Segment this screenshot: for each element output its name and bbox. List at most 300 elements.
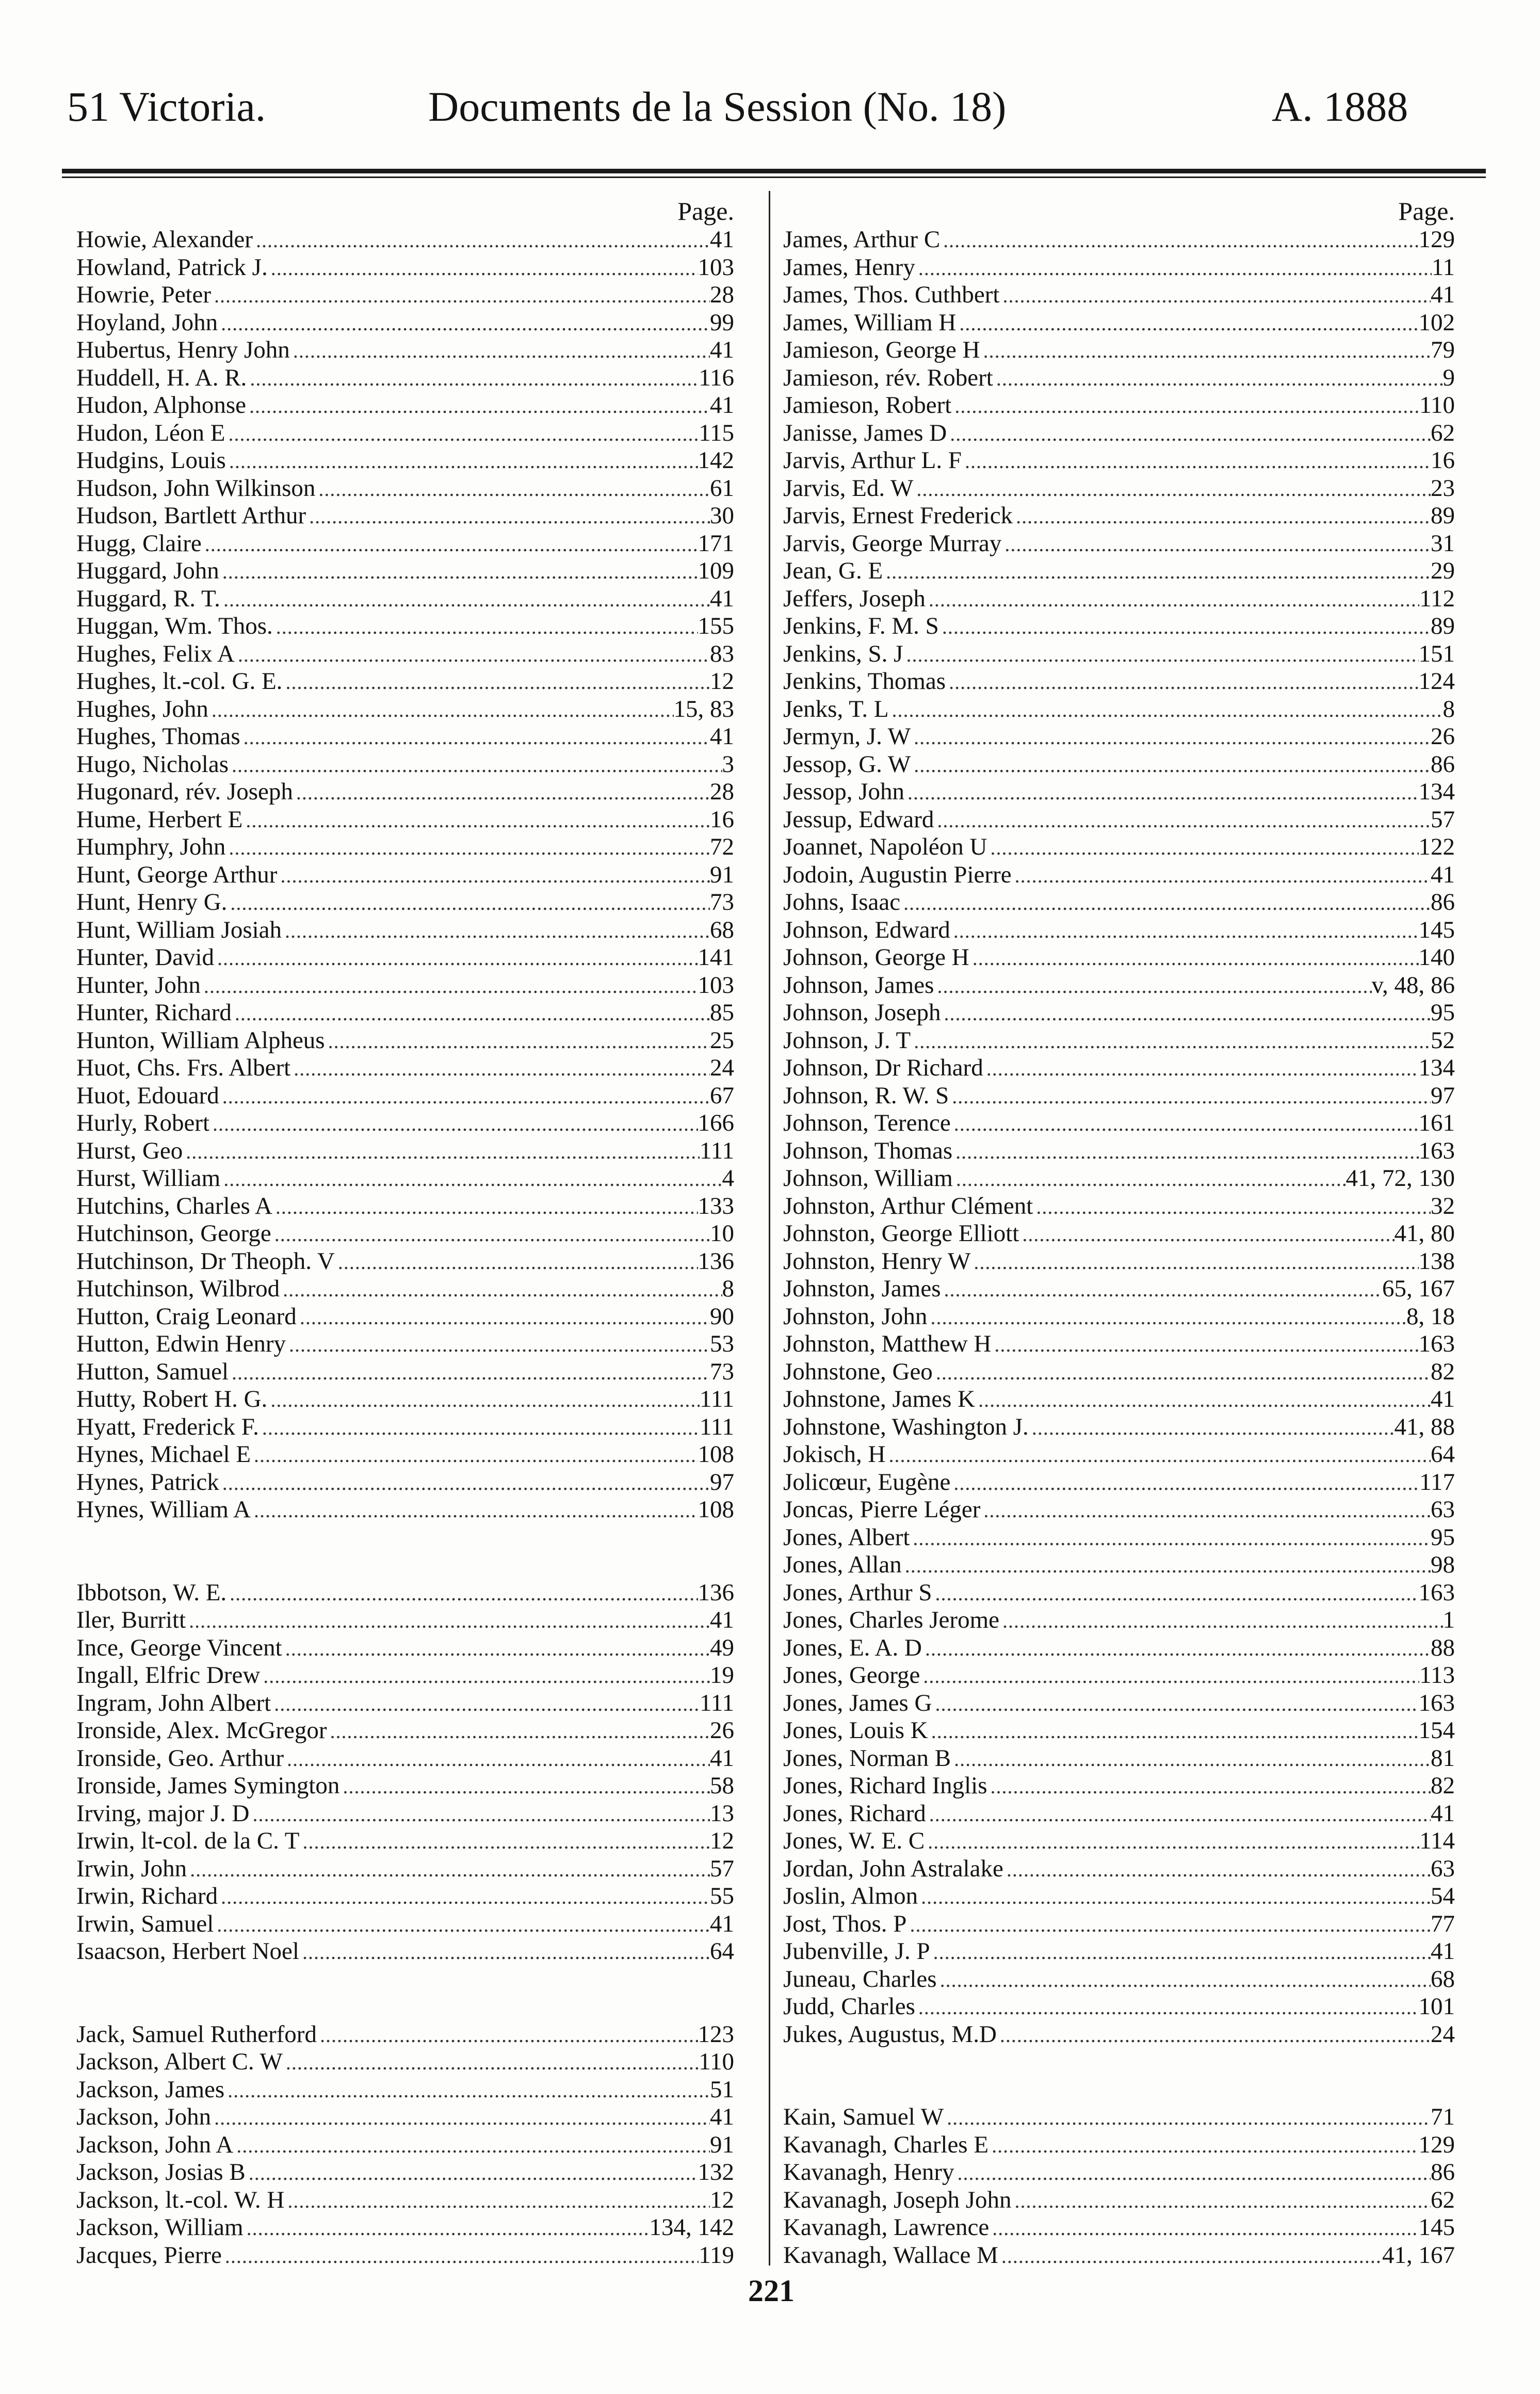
index-entry (76, 364, 734, 392)
entry-page: 155 (698, 613, 734, 639)
dot-leader (290, 337, 710, 365)
entry-page: 24 (710, 1054, 734, 1081)
entry-name: Huggard, R. T. (76, 585, 220, 612)
index-entry (76, 917, 734, 944)
index-entry (783, 1165, 1455, 1193)
dot-leader (282, 1635, 710, 1663)
index-entry (783, 999, 1455, 1027)
index-entry (783, 2242, 1455, 2270)
index-entry (783, 1910, 1455, 1938)
index-entry (76, 2103, 734, 2131)
dot-leader (951, 1110, 1419, 1138)
entry-page: 136 (698, 1247, 734, 1275)
entry-page: 140 (1418, 944, 1455, 971)
entry-name: Jackson, James (76, 2076, 225, 2103)
dot-leader (297, 1304, 710, 1331)
entry-page: 82 (1431, 1772, 1455, 1799)
dot-leader (293, 779, 710, 807)
page-header (0, 83, 1540, 139)
entry-page: 1 (1442, 1606, 1455, 1633)
entry-page: 97 (1431, 1082, 1455, 1109)
index-entry (76, 1413, 734, 1441)
index-entry (76, 309, 734, 337)
dot-leader (339, 1773, 710, 1801)
entry-page: 41 (710, 392, 734, 419)
index-entry (76, 1082, 734, 1110)
index-entry (783, 1690, 1455, 1717)
entry-page: 12 (710, 2186, 734, 2213)
index-entry (76, 557, 734, 585)
dot-leader (327, 1717, 710, 1745)
index-entry (76, 1386, 734, 1413)
entry-page: 68 (710, 916, 734, 943)
dot-leader (284, 2187, 710, 2215)
dot-leader (980, 337, 1431, 365)
entry-name: Joncas, Pierre Léger (783, 1496, 981, 1523)
index-entry (783, 1137, 1455, 1165)
index-entry (76, 1745, 734, 1773)
entry-name: Jones, W. E. C (783, 1827, 925, 1854)
entry-name: Johnson, Edward (783, 916, 950, 943)
dot-leader (1012, 2187, 1431, 2215)
entry-page: 61 (710, 474, 734, 502)
dot-leader (335, 1248, 698, 1276)
entry-name: Hudon, Léon E (76, 419, 225, 446)
dot-leader (926, 1801, 1431, 1828)
index-entry (783, 668, 1455, 696)
index-entry (783, 972, 1455, 1000)
index-entry (783, 1386, 1455, 1413)
index-entry (76, 392, 734, 420)
index-entry (783, 1469, 1455, 1497)
index-entry (76, 1496, 734, 1524)
entry-name: Jenkins, F. M. S (783, 613, 939, 639)
entry-page: 111 (699, 1137, 734, 1164)
entry-page: 73 (710, 1358, 734, 1385)
entry-page: 28 (710, 281, 734, 308)
entry-page: 8, 18 (1406, 1303, 1455, 1330)
index-entry (783, 336, 1455, 364)
entry-name: Jackson, William (76, 2214, 244, 2241)
entry-page: 138 (1418, 1247, 1455, 1275)
index-entry (76, 226, 734, 254)
dot-leader (951, 1745, 1431, 1773)
entry-name: Howland, Patrick J. (76, 253, 268, 281)
entry-page: 163 (1418, 1330, 1455, 1357)
index-entry (76, 1220, 734, 1248)
dot-leader (932, 1580, 1419, 1608)
entry-name: Judd, Charles (783, 1993, 915, 2020)
index-entry (783, 1358, 1455, 1386)
entry-name: Jubenville, J. P (783, 1938, 930, 1965)
entry-page: 134 (1418, 778, 1455, 805)
entry-page: 83 (710, 640, 734, 667)
entry-name: Jessop, G. W (783, 750, 911, 778)
entry-name: James, Thos. Cuthbert (783, 281, 1000, 308)
entry-name: Ibbotson, W. E. (76, 1579, 227, 1606)
index-entry (783, 1634, 1455, 1662)
dot-leader (218, 310, 710, 338)
index-entry (76, 1027, 734, 1055)
section-gap (76, 1524, 734, 1579)
entry-page: 124 (1418, 668, 1455, 695)
entry-page: 145 (1418, 916, 1455, 943)
entry-page: 16 (710, 806, 734, 833)
entry-name: Jones, Richard Inglis (783, 1772, 987, 1799)
dot-leader (941, 1000, 1431, 1027)
dot-leader (271, 1690, 700, 1718)
entry-name: Johnston, George Elliott (783, 1220, 1019, 1247)
entry-page: 115 (699, 419, 734, 446)
entry-name: Kavanagh, Henry (783, 2159, 954, 2186)
index-entry (783, 2103, 1455, 2131)
entry-name: Hughes, lt.-col. G. E. (76, 668, 283, 695)
entry-page: 52 (1431, 1026, 1455, 1054)
index-entry (783, 447, 1455, 475)
entry-name: Hunt, Henry G. (76, 889, 228, 915)
index-entry (76, 1910, 734, 1938)
entry-name: Hurst, William (76, 1165, 221, 1192)
index-entry (783, 1248, 1455, 1276)
entry-page: 108 (698, 1496, 734, 1523)
entry-name: Johnson, J. T (783, 1026, 911, 1054)
index-entry (76, 1110, 734, 1137)
entry-name: Jenkins, Thomas (783, 668, 946, 695)
index-entry (783, 1662, 1455, 1690)
dot-leader (218, 1883, 710, 1911)
dot-leader (969, 944, 1419, 972)
entry-name: Johnstone, Washington J. (783, 1413, 1029, 1440)
index-column-left (76, 196, 734, 2269)
entry-name: Hutchinson, Wilbrod (76, 1275, 280, 1302)
index-entry (783, 1413, 1455, 1441)
dot-leader (244, 2214, 650, 2242)
index-entry (783, 2131, 1455, 2159)
entry-name: Johnston, Matthew H (783, 1330, 992, 1357)
entry-page: 136 (698, 1579, 734, 1606)
entry-page: 8 (1442, 695, 1455, 722)
entry-name: Ingram, John Albert (76, 1689, 271, 1716)
index-entry (783, 944, 1455, 972)
entry-name: Hudson, John Wilkinson (76, 474, 316, 502)
entry-page: 95 (1431, 1523, 1455, 1551)
entry-name: Irwin, lt-col. de la C. T (76, 1827, 300, 1854)
index-entry (76, 944, 734, 972)
dot-leader (987, 834, 1418, 862)
entry-page: 63 (1431, 1855, 1455, 1882)
dot-leader (950, 917, 1419, 945)
entry-page: 116 (699, 364, 734, 391)
entry-name: Hubertus, Henry John (76, 336, 290, 363)
dot-leader (989, 2214, 1418, 2242)
entry-name: Hynes, Patrick (76, 1468, 219, 1496)
entry-page: 171 (698, 529, 734, 557)
index-entry (783, 226, 1455, 254)
entry-name: Irwin, John (76, 1855, 187, 1882)
dot-leader (214, 1911, 710, 1939)
entry-page: 53 (710, 1330, 734, 1357)
dot-leader (1001, 531, 1431, 558)
entry-page: 86 (1431, 2159, 1455, 2186)
entry-page: 81 (1431, 1744, 1455, 1772)
dot-leader (944, 2104, 1431, 2132)
entry-name: Jones, E. A. D (783, 1634, 922, 1661)
entry-name: Hugonard, rév. Joseph (76, 778, 293, 805)
entry-name: Jones, Louis K (783, 1717, 928, 1744)
index-entry (76, 1606, 734, 1634)
entry-name: Johnston, James (783, 1275, 941, 1302)
entry-page: 32 (1431, 1192, 1455, 1219)
index-entry (783, 696, 1455, 724)
index-entry (783, 2214, 1455, 2242)
index-entry (783, 751, 1455, 779)
dot-leader (220, 1165, 722, 1193)
entry-page: 25 (710, 1026, 734, 1054)
dot-leader (286, 1331, 710, 1359)
dot-leader (962, 447, 1431, 475)
dot-leader (229, 751, 722, 779)
dot-leader (222, 2242, 699, 2270)
index-entry (783, 309, 1455, 337)
header-rule-thin (62, 176, 1486, 178)
dot-leader (251, 1497, 698, 1524)
index-entry (76, 2242, 734, 2270)
entry-page: 133 (698, 1192, 734, 1219)
entry-name: Hunter, David (76, 944, 214, 971)
entry-page: 63 (1431, 1496, 1455, 1523)
entry-name: Joannet, Napoléon U (783, 833, 987, 860)
dot-leader (934, 972, 1371, 1000)
dot-leader (214, 944, 698, 972)
entry-name: Jessop, John (783, 778, 905, 805)
dot-leader (1012, 862, 1431, 890)
entry-page: 166 (698, 1110, 734, 1136)
entry-name: Jolicœur, Eugène (783, 1468, 951, 1496)
index-entry (76, 2159, 734, 2187)
entry-page: 12 (710, 668, 734, 695)
header-volume: 51 Victoria. (67, 83, 266, 130)
entry-page: 103 (698, 971, 734, 999)
index-entry (783, 1110, 1455, 1137)
entry-name: Hudson, Bartlett Arthur (76, 502, 306, 529)
entry-page: 129 (1418, 226, 1455, 253)
index-entry (783, 1193, 1455, 1220)
dot-leader (983, 1055, 1419, 1083)
entry-name: Hudon, Alphonse (76, 392, 246, 419)
dot-leader (259, 1414, 700, 1442)
index-entry (76, 751, 734, 779)
entry-page: 41 (710, 1910, 734, 1937)
index-entry (76, 861, 734, 889)
dot-leader (915, 1994, 1419, 2021)
entry-page: 142 (698, 447, 734, 474)
entry-page: 3 (722, 750, 734, 778)
index-entry (76, 2187, 734, 2214)
dot-leader (993, 365, 1443, 393)
entry-name: Jamieson, rév. Robert (783, 364, 993, 391)
dot-leader (1003, 1856, 1431, 1884)
entry-name: Juneau, Charles (783, 1965, 937, 1993)
index-entry (76, 447, 734, 475)
index-entry (76, 2021, 734, 2049)
dot-leader (183, 1138, 700, 1166)
index-entry (76, 1772, 734, 1800)
entry-name: Jackson, lt.-col. W. H (76, 2186, 285, 2213)
index-entry (783, 917, 1455, 944)
index-entry (783, 475, 1455, 503)
dot-leader (911, 1027, 1431, 1055)
entry-name: Hudgins, Louis (76, 447, 226, 474)
entry-page: 161 (1418, 1110, 1455, 1136)
index-entry (76, 1054, 734, 1082)
entry-page: 114 (1419, 1827, 1455, 1854)
section-gap (76, 1966, 734, 2021)
index-entry (76, 1441, 734, 1469)
entry-page: 41 (1431, 281, 1455, 308)
entry-name: Kavanagh, Lawrence (783, 2214, 990, 2241)
entry-name: Johnston, Henry W (783, 1247, 971, 1275)
entry-name: James, Arthur C (783, 226, 941, 253)
entry-page: 64 (710, 1938, 734, 1965)
entry-page: 111 (699, 1386, 734, 1412)
index-entry (783, 2021, 1455, 2049)
entry-name: Jones, Albert (783, 1523, 910, 1551)
entry-page: 41 (710, 585, 734, 612)
index-entry (76, 502, 734, 530)
index-entry (76, 2131, 734, 2159)
index-entry (76, 1579, 734, 1607)
entry-name: Jodoin, Augustin Pierre (783, 861, 1012, 888)
entry-name: Jones, James G (783, 1689, 932, 1716)
index-entry (76, 723, 734, 751)
dot-leader (911, 751, 1431, 779)
dot-leader (317, 2021, 698, 2049)
dot-leader (939, 613, 1431, 641)
index-entry (783, 1966, 1455, 1994)
entry-name: Johnstone, James K (783, 1386, 976, 1412)
entry-page: 41 (1431, 1386, 1455, 1412)
entry-page: 71 (1431, 2103, 1455, 2130)
entry-name: Jarvis, Arthur L. F (783, 447, 962, 474)
dot-leader (325, 1027, 710, 1055)
dot-leader (219, 558, 698, 586)
entry-page: 26 (1431, 723, 1455, 750)
dot-leader (928, 1717, 1419, 1745)
dot-leader (885, 1441, 1431, 1469)
entry-page: 41 (1431, 1938, 1455, 1965)
entry-name: Ingall, Elfric Drew (76, 1662, 261, 1689)
dot-leader (913, 475, 1431, 503)
index-entry (783, 1772, 1455, 1800)
entry-page: 102 (1418, 309, 1455, 336)
entry-page: 28 (710, 778, 734, 805)
dot-leader (1019, 1220, 1394, 1248)
entry-page: 49 (710, 1634, 734, 1661)
index-entry (783, 1993, 1455, 2021)
entry-name: Jones, Norman B (783, 1744, 951, 1772)
dot-leader (268, 254, 698, 282)
dot-leader (951, 392, 1419, 420)
header-year: A. 1888 (1272, 83, 1408, 130)
dot-leader (918, 1883, 1431, 1911)
entry-page: 41 (710, 1606, 734, 1633)
entry-name: Kavanagh, Wallace M (783, 2241, 998, 2269)
index-entry (783, 420, 1455, 447)
dot-leader (232, 1000, 710, 1027)
dot-leader (225, 834, 710, 862)
entry-page: 13 (710, 1799, 734, 1827)
index-entry (76, 530, 734, 558)
entry-page: 110 (1419, 392, 1455, 419)
entry-page: 151 (1418, 640, 1455, 667)
entry-page: 111 (699, 1413, 734, 1440)
entry-name: Irwin, Samuel (76, 1910, 214, 1937)
index-entry (76, 2076, 734, 2104)
entry-page: 163 (1418, 1137, 1455, 1164)
entry-name: Hughes, John (76, 695, 208, 722)
index-entry (783, 1524, 1455, 1552)
entry-page: 145 (1418, 2214, 1455, 2241)
dot-leader (991, 1331, 1418, 1359)
entry-page: 88 (1431, 1634, 1455, 1661)
index-entry (76, 640, 734, 668)
section-gap (783, 2048, 1455, 2103)
dot-leader (211, 282, 710, 310)
entry-page: 82 (1431, 1358, 1455, 1385)
index-entry (783, 1883, 1455, 1910)
entry-name: Iler, Burritt (76, 1606, 186, 1633)
index-entry (76, 2214, 734, 2242)
entry-page: 58 (710, 1772, 734, 1799)
dot-leader (947, 420, 1431, 448)
dot-leader (299, 1938, 710, 1966)
entry-page: 119 (699, 2241, 734, 2269)
dot-leader (920, 1662, 1419, 1690)
entry-name: Irwin, Richard (76, 1883, 218, 1909)
index-entry (783, 1330, 1455, 1358)
dot-leader (220, 586, 710, 614)
entry-name: Hunt, George Arthur (76, 861, 278, 888)
index-entry (783, 1275, 1455, 1303)
entry-page: 9 (1442, 364, 1455, 391)
entry-name: Jones, Charles Jerome (783, 1606, 999, 1633)
dot-leader (271, 1220, 710, 1248)
dot-leader (283, 2049, 699, 2077)
index-entry (76, 1137, 734, 1165)
dot-leader (247, 365, 699, 393)
index-entry (76, 1800, 734, 1828)
entry-name: Ironside, Geo. Arthur (76, 1744, 284, 1772)
dot-leader (930, 1938, 1431, 1966)
dot-leader (987, 1773, 1431, 1801)
dot-leader (970, 1248, 1418, 1276)
entry-name: Janisse, James D (783, 419, 947, 446)
entry-page: 103 (698, 253, 734, 281)
entry-name: Huot, Chs. Frs. Albert (76, 1054, 291, 1081)
entry-page: 72 (710, 833, 734, 860)
entry-page: 62 (1431, 2186, 1455, 2213)
dot-leader (224, 2077, 710, 2104)
entry-name: James, Henry (783, 253, 915, 281)
entry-name: Hughes, Thomas (76, 723, 240, 750)
index-entry (783, 613, 1455, 640)
entry-name: Huot, Edouard (76, 1082, 219, 1109)
entry-page: 41 (1431, 861, 1455, 888)
index-entry (783, 723, 1455, 751)
dot-leader (902, 1552, 1431, 1580)
entry-name: Jermyn, J. W (783, 723, 911, 750)
entry-name: Hutton, Craig Leonard (76, 1303, 297, 1330)
